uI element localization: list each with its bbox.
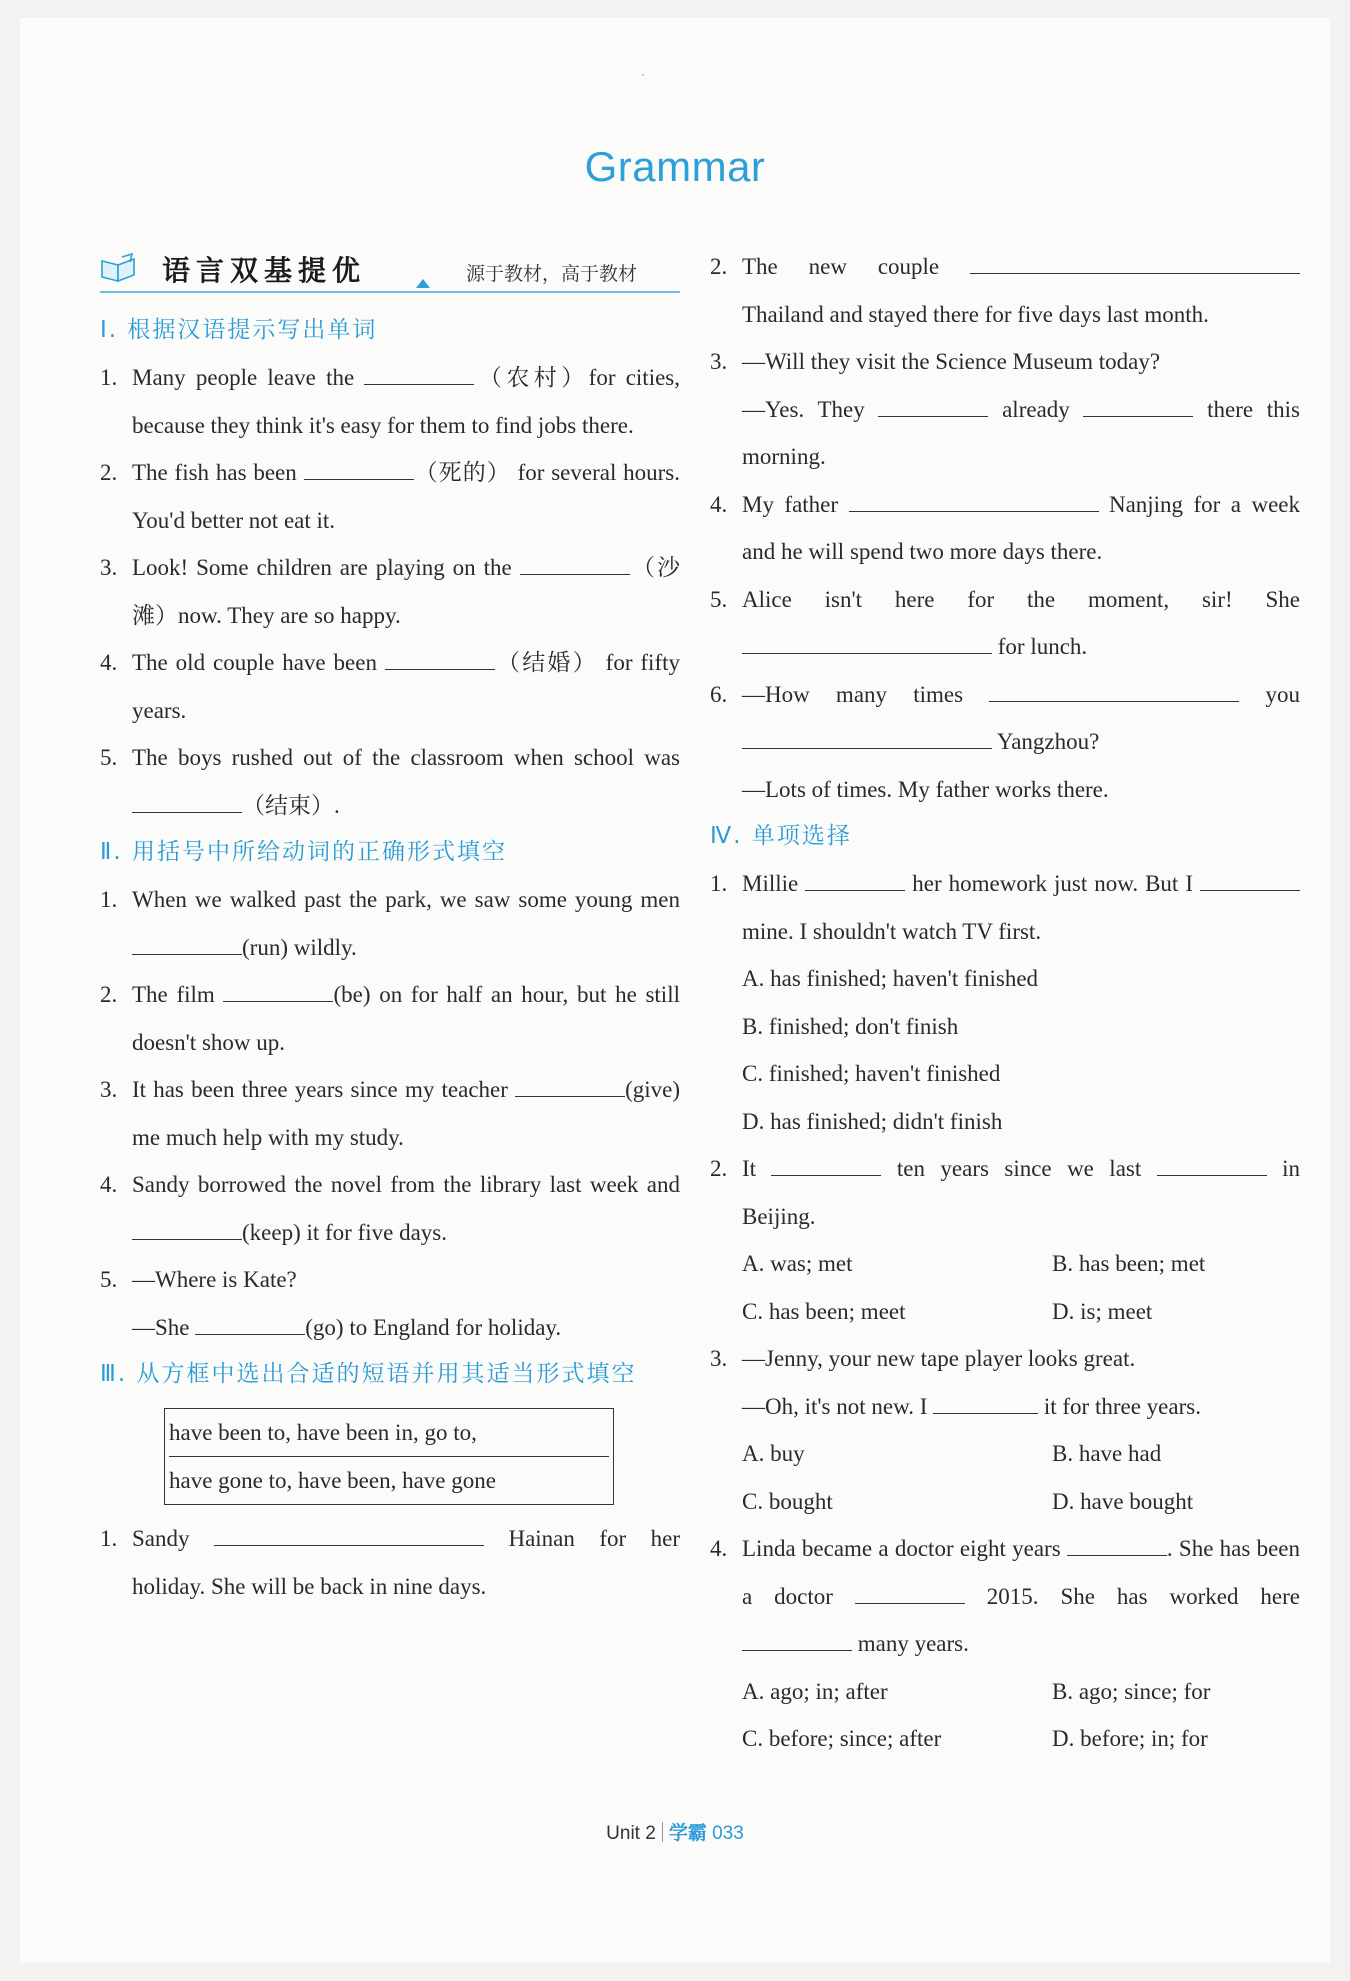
answer-blank[interactable] <box>878 394 988 417</box>
workbook-page <box>20 18 1330 1963</box>
question-item <box>710 338 1300 386</box>
footer-brand: 学霸 <box>668 1823 707 1844</box>
question-text: It has been three years since my teacher <box>132 1077 516 1102</box>
option-a[interactable]: A. ago; in; after <box>742 1678 888 1704</box>
question-text: （结束）. <box>242 792 340 818</box>
option-c[interactable]: C. bought <box>742 1488 833 1514</box>
section-banner <box>100 243 680 293</box>
option-b[interactable]: B. has been; met <box>1052 1251 1206 1276</box>
question-number: 3. <box>100 1077 118 1102</box>
question-number: 5. <box>100 1267 118 1292</box>
question-text: （结婚） for fifty years. <box>132 650 680 723</box>
question-item <box>100 1256 680 1304</box>
question-number: 4. <box>710 491 728 517</box>
page-number: 033 <box>712 1823 744 1844</box>
question-number: 5. <box>100 745 118 770</box>
answer-blank[interactable] <box>849 489 1099 512</box>
question-item <box>100 639 680 734</box>
option-row <box>710 1240 1300 1288</box>
question-text: My father <box>742 491 849 517</box>
option-b[interactable]: B. finished; don't finish <box>742 1013 959 1039</box>
question-item-cont <box>100 1304 680 1352</box>
question-number: 1. <box>100 1526 118 1551</box>
question-text: —She <box>132 1314 196 1340</box>
question-item <box>100 876 680 971</box>
question-item <box>710 1525 1300 1668</box>
answer-blank[interactable] <box>742 726 992 749</box>
question-item <box>710 1335 1300 1383</box>
question-text: (keep) it for five days. <box>242 1219 448 1245</box>
question-number: 5. <box>710 586 728 612</box>
question-text: Sandy <box>132 1526 214 1551</box>
answer-blank[interactable] <box>742 1628 852 1651</box>
option-b[interactable]: B. have had <box>1052 1441 1162 1466</box>
question-text: you <box>1239 681 1300 707</box>
question-text: mine. I shouldn't watch TV first. <box>742 918 1042 944</box>
question-text: Millie <box>742 871 806 896</box>
page-footer <box>20 1818 1330 1845</box>
question-text: her homework just now. But I <box>905 871 1200 896</box>
option-c[interactable]: C. before; since; after <box>742 1726 942 1751</box>
question-number: 6. <box>710 681 728 707</box>
question-text: —Lots of times. My father works there. <box>742 776 1109 802</box>
section-heading-4: Ⅳ. 单项选择 <box>710 823 852 849</box>
question-text: Thailand and stayed there for five days last month. <box>742 301 1209 327</box>
question-item <box>100 449 680 544</box>
question-item <box>710 671 1300 766</box>
section-heading-1: Ⅰ. 根据汉语提示写出单词 <box>100 317 378 343</box>
question-text: —Where is Kate? <box>132 1267 297 1292</box>
option-c[interactable]: C. finished; haven't finished <box>742 1061 1001 1086</box>
question-text: there this morning. <box>742 396 1300 469</box>
question-number: 3. <box>710 1346 728 1371</box>
option-a[interactable]: A. buy <box>742 1441 805 1466</box>
footer-divider <box>662 1822 663 1842</box>
question-text: The old couple have been <box>132 650 385 675</box>
answer-blank[interactable] <box>742 631 992 654</box>
answer-blank[interactable] <box>805 868 905 891</box>
question-text: 2015. She has worked here <box>964 1583 1300 1609</box>
question-text: （沙滩）now. They are so happy. <box>132 555 681 628</box>
question-text: It <box>742 1156 772 1181</box>
question-text: in Beijing. <box>742 1156 1300 1229</box>
question-text: —Jenny, your new tape player looks great. <box>742 1346 1136 1371</box>
answer-blank[interactable] <box>214 1523 484 1546</box>
option-row <box>710 1715 1300 1763</box>
option-d[interactable]: D. have bought <box>1052 1488 1194 1514</box>
answer-blank[interactable] <box>132 932 242 955</box>
page-title: Grammar <box>584 143 766 190</box>
answer-blank[interactable] <box>970 251 1300 274</box>
question-text: Many people leave the <box>132 365 365 390</box>
question-number: 4. <box>100 1172 118 1197</box>
question-number: 2. <box>710 254 728 279</box>
question-text: many years. <box>852 1631 969 1656</box>
option-d[interactable]: D. before; in; for <box>1052 1726 1208 1751</box>
banner-subtitle: 源于教材，高于教材 <box>466 263 638 285</box>
answer-blank[interactable] <box>385 647 495 670</box>
question-text: . She has been a doctor <box>742 1536 1301 1609</box>
question-item <box>100 544 680 639</box>
question-number: 2. <box>100 982 118 1007</box>
print-dot <box>642 74 644 76</box>
question-item <box>710 860 1300 955</box>
option-row <box>710 1668 1300 1716</box>
question-text: it for three years. <box>1038 1393 1201 1419</box>
answer-blank[interactable] <box>223 979 333 1002</box>
answer-blank[interactable] <box>1157 1153 1267 1176</box>
question-item <box>710 576 1300 671</box>
question-text: (go) to England for holiday. <box>305 1314 562 1340</box>
option-row <box>710 1288 1300 1336</box>
question-item <box>100 734 680 829</box>
question-text: Hainan for her holiday. She will be back in nine days. <box>132 1526 681 1599</box>
question-text: (be) on for half an hour, but he still doesn't show up. <box>132 982 680 1055</box>
question-text: Look! Some children are playing on the <box>132 555 520 580</box>
option-c[interactable]: C. has been; meet <box>742 1298 906 1324</box>
question-text: When we walked past the park, we saw some young men <box>132 887 680 912</box>
book-icon <box>100 253 138 283</box>
answer-blank[interactable] <box>989 679 1239 702</box>
question-number: 3. <box>100 555 118 580</box>
question-text: —Will they visit the Science Museum today? <box>742 349 1161 374</box>
phrase-box-line: have been to, have been in, go to, <box>169 1409 609 1457</box>
question-item-cont <box>710 386 1300 481</box>
question-text: Nanjing for a week and he will spend two more days there. <box>742 491 1300 564</box>
answer-blank[interactable] <box>515 1074 625 1097</box>
question-item-cont <box>710 1383 1300 1431</box>
answer-blank[interactable] <box>364 362 474 385</box>
question-text: —How many times <box>742 681 990 707</box>
question-text: The new couple <box>742 254 970 279</box>
question-item <box>100 354 680 449</box>
question-item <box>100 1066 680 1161</box>
answer-blank[interactable] <box>132 790 242 813</box>
question-text: Sandy borrowed the novel from the library last week and <box>132 1172 680 1197</box>
footer-unit: Unit 2 <box>606 1823 656 1844</box>
option-b[interactable]: B. ago; since; for <box>1052 1678 1211 1704</box>
question-number: 2. <box>100 460 118 485</box>
question-item <box>100 1161 680 1256</box>
option-a[interactable]: A. has finished; haven't finished <box>742 966 1039 991</box>
answer-blank[interactable] <box>855 1581 965 1604</box>
question-text: The fish has been <box>132 460 304 485</box>
question-text: （农村）for cities, because they think it's easy for them to find jobs there. <box>132 365 680 438</box>
option-row <box>710 1478 1300 1526</box>
question-text: (give) me much help with my study. <box>132 1077 680 1150</box>
right-column <box>710 243 1300 1763</box>
question-text: ten years since we last <box>881 1156 1157 1181</box>
question-item <box>100 1515 680 1610</box>
answer-blank[interactable] <box>304 457 414 480</box>
question-text: （死的） for several hours. You'd better not eat it. <box>132 460 680 533</box>
question-text: Yangzhou? <box>992 729 1100 754</box>
question-item <box>710 243 1300 338</box>
question-text: Alice isn't here for the moment, sir! She <box>742 586 1300 612</box>
question-text: —Oh, it's not new. I <box>742 1393 934 1419</box>
left-column <box>100 243 680 1610</box>
question-text: (run) wildly. <box>242 934 357 960</box>
question-item-cont <box>710 766 1300 814</box>
answer-blank[interactable] <box>771 1153 881 1176</box>
question-number: 4. <box>710 1536 728 1561</box>
section-heading-3: Ⅲ. 从方框中选出合适的短语并用其适当形式填空 <box>100 1361 637 1387</box>
banner-triangle <box>416 279 430 288</box>
question-item <box>710 1145 1300 1240</box>
option-row <box>710 1430 1300 1478</box>
question-text: already <box>988 396 1084 422</box>
question-text: for lunch. <box>992 634 1088 659</box>
question-number: 1. <box>710 871 728 896</box>
question-text: —Yes. They <box>742 396 879 422</box>
answer-blank[interactable] <box>1083 394 1193 417</box>
question-number: 2. <box>710 1156 728 1181</box>
question-number: 3. <box>710 349 728 374</box>
question-number: 1. <box>100 887 118 912</box>
answer-blank[interactable] <box>933 1391 1038 1414</box>
answer-blank[interactable] <box>195 1312 305 1335</box>
phrase-box-line: have gone to, have been, have gone <box>169 1468 496 1493</box>
question-item <box>100 971 680 1066</box>
question-number: 4. <box>100 650 118 675</box>
banner-title: 语言双基提优 <box>162 254 367 287</box>
answer-blank[interactable] <box>132 1217 242 1240</box>
question-text: The boys rushed out of the classroom when school was <box>132 745 680 770</box>
phrase-box <box>164 1408 614 1505</box>
answer-blank[interactable] <box>520 552 630 575</box>
question-text: The film <box>132 982 224 1007</box>
answer-blank[interactable] <box>1067 1533 1167 1556</box>
option-a[interactable]: A. was; met <box>742 1251 853 1276</box>
section-heading-2: Ⅱ. 用括号中所给动词的正确形式填空 <box>100 839 507 865</box>
option-d[interactable]: D. is; meet <box>1052 1298 1153 1324</box>
question-number: 1. <box>100 365 118 390</box>
answer-blank[interactable] <box>1200 868 1300 891</box>
option-d[interactable]: D. has finished; didn't finish <box>742 1108 1003 1134</box>
question-item <box>710 481 1300 576</box>
question-text: Linda became a doctor eight years <box>742 1536 1067 1561</box>
